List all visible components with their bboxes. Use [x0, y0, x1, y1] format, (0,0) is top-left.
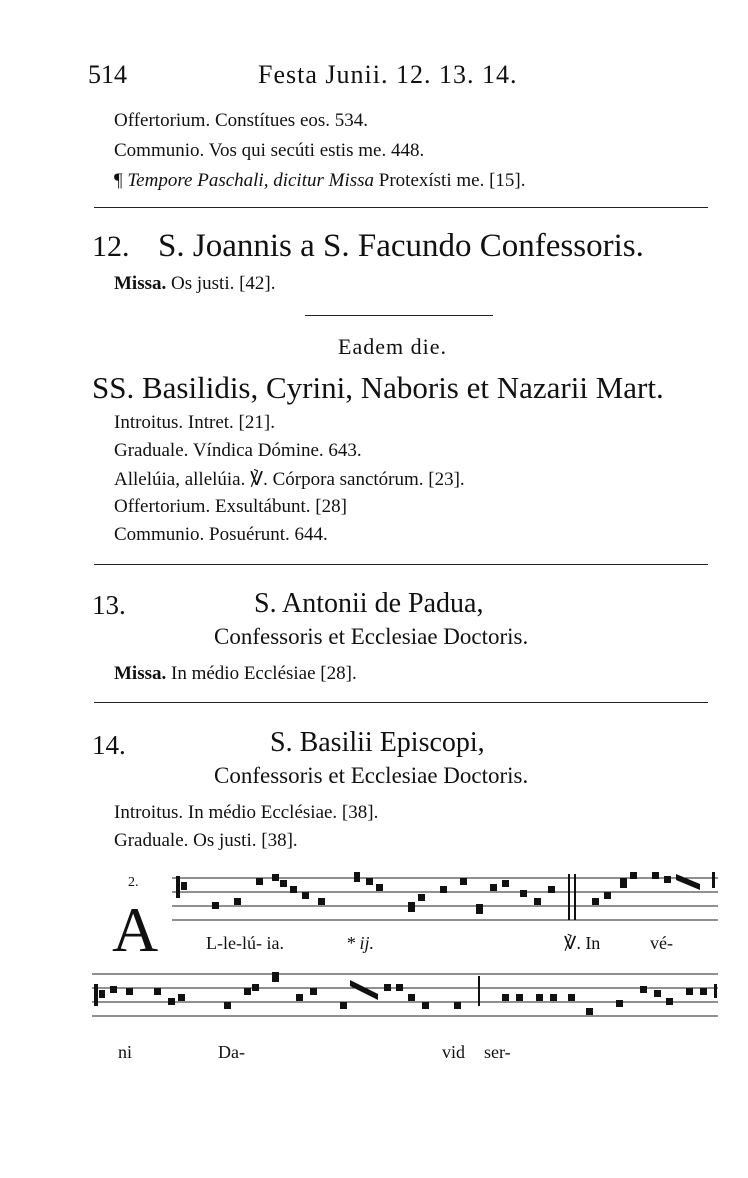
missa-text: In médio Ecclésiae [28]. — [171, 663, 357, 684]
divider-rule — [94, 207, 708, 208]
short-rule — [305, 315, 493, 316]
line-text: Exsultábunt. [28] — [214, 496, 347, 517]
line-label: Introitus. — [114, 802, 184, 823]
day13-missa-line — [114, 663, 357, 685]
divider-rule — [94, 702, 708, 703]
communio-label: Communio. — [114, 140, 205, 161]
day13-subtitle: Confessoris et Ecclesiae Doctoris. — [214, 624, 529, 649]
day13-title: S. Antonii de Padua, — [254, 588, 484, 619]
chant-syllable: ser- — [484, 1042, 511, 1062]
day-number-13: 13. — [92, 590, 126, 620]
line-label: Communio. — [114, 524, 205, 545]
day-number-14: 14. — [92, 730, 126, 760]
chant-syllable: L-le-lú- ia. — [206, 933, 284, 953]
chant-staff-1 — [172, 868, 718, 930]
neumes-1 — [176, 872, 715, 920]
line-label: Allelúia, allelúia. — [114, 469, 246, 490]
line-text: Os justi. [38]. — [193, 830, 298, 851]
paschal-text: Protexísti me. [15]. — [378, 170, 526, 191]
communio-text: Vos qui secúti estis me. 448. — [208, 140, 425, 161]
paschal-italic: Tempore Paschali, dicitur Missa — [127, 170, 375, 191]
day12-introitus — [114, 412, 275, 434]
neumes-2 — [94, 972, 717, 1015]
day12-communio — [114, 524, 328, 546]
offertorium-text: Constítues eos. 534. — [214, 110, 369, 131]
line-text: Víndica Dómine. 643. — [192, 440, 362, 461]
line-text: Posuérunt. 644. — [209, 524, 328, 545]
day14-subtitle: Confessoris et Ecclesiae Doctoris. — [214, 763, 529, 788]
day14-introitus — [114, 802, 378, 824]
paschal-line — [114, 170, 525, 192]
day14-title: S. Basilii Episcopi, — [270, 727, 485, 758]
missa-text: Os justi. [42]. — [171, 273, 276, 294]
line-label: Introitus. — [114, 412, 184, 433]
day12-missa-line — [114, 273, 276, 295]
chant-mode: 2. — [128, 875, 139, 890]
page-number: 514 — [88, 60, 127, 89]
line-label: Graduale. — [114, 830, 189, 851]
chant-staff-2 — [92, 964, 718, 1026]
eadem-die: Eadem die. — [338, 334, 447, 359]
day14-graduale — [114, 830, 298, 852]
chant-syllable: ℣. In — [564, 933, 601, 953]
offertorium-label: Offertorium. — [114, 110, 211, 131]
line-text: ℣. Córpora sanctórum. [23]. — [250, 469, 465, 490]
offertorium-line — [114, 110, 368, 132]
day12-title: S. Joannis a S. Facundo Confessoris. — [158, 228, 644, 264]
running-title: Festa Junii. 12. 13. 14. — [258, 60, 518, 89]
chant-initial: A — [112, 894, 159, 965]
day-number-12: 12. — [92, 230, 130, 263]
chant-syllable: Da- — [218, 1042, 245, 1062]
chant-syllable: * ij. — [346, 933, 375, 953]
chant-syllable: vé- — [650, 933, 673, 953]
line-text: In médio Ecclésiae. [38]. — [187, 802, 379, 823]
line-label: Offertorium. — [114, 496, 211, 517]
paragraph-mark: ¶ — [114, 170, 123, 191]
chant-syllable: ni — [118, 1042, 133, 1062]
divider-rule — [94, 564, 708, 565]
missa-label: Missa. — [114, 273, 167, 294]
day12-title2: SS. Basilidis, Cyrini, Naboris et Nazarii Mart. — [92, 370, 664, 405]
chant-syllable: vid — [442, 1042, 466, 1062]
missa-label: Missa. — [114, 663, 167, 684]
day12-offertorium — [114, 496, 347, 518]
line-text: Intret. [21]. — [187, 412, 275, 433]
communio-line — [114, 140, 424, 162]
line-label: Graduale. — [114, 440, 189, 461]
day12-graduale — [114, 440, 362, 462]
day12-alleluia — [114, 468, 465, 491]
